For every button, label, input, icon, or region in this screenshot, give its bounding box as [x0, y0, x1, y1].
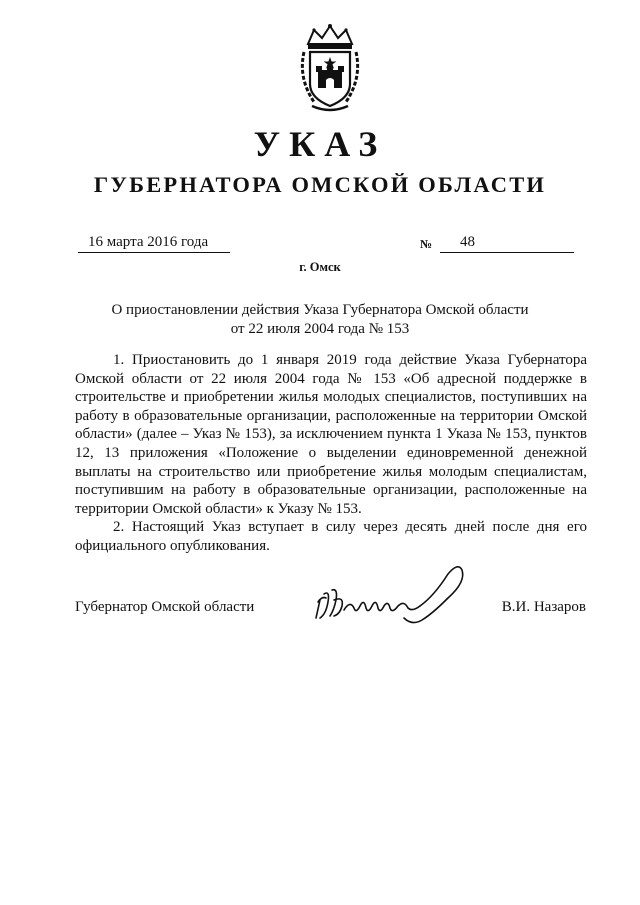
heading-line-2: от 22 июля 2004 года № 153 [230, 321, 410, 337]
number-label: № [420, 237, 433, 251]
signatory-position: Губернатор Омской области [75, 599, 255, 615]
document-city: г. Омск [299, 260, 341, 274]
coat-of-arms-icon [294, 22, 366, 114]
document-subtitle: ГУБЕРНАТОРА ОМСКОЙ ОБЛАСТИ [93, 172, 547, 197]
body-paragraph-1: 1. Приостановить до 1 января 2019 года действие Указа Губернатора Омской области от 22 июля 2004 года № 153 «Об адресной поддержке в строительстве и приобретении жилья молодых специалистов, поступивших на работу в образовательные организации, расположенные на территории Омской области» (далее – Указ № 153), за исключением пункта 1 Указа № 153, пунктов 12, 13 приложения «Положение о выделении единовременной денежной выплаты на строительство или приобретение жилья молодым специалистам, поступившим на работу в образовательные организации, расположенные на территории Омской области» к Указу № 153. [75, 352, 587, 517]
document-heading [100, 301, 540, 339]
document-body [75, 351, 587, 556]
document-title: УКАЗ [253, 124, 387, 164]
handwritten-signature [308, 560, 478, 630]
heading-line-1: О приостановлении действия Указа Губернатора Омской области [111, 302, 529, 318]
document-number: 48 [440, 232, 574, 253]
signatory-name: В.И. Назаров [501, 599, 586, 615]
document-date: 16 марта 2016 года [78, 232, 230, 253]
body-paragraph-2: 2. Настоящий Указ вступает в силу через десять дней после дня его официального опубликования. [75, 519, 587, 554]
